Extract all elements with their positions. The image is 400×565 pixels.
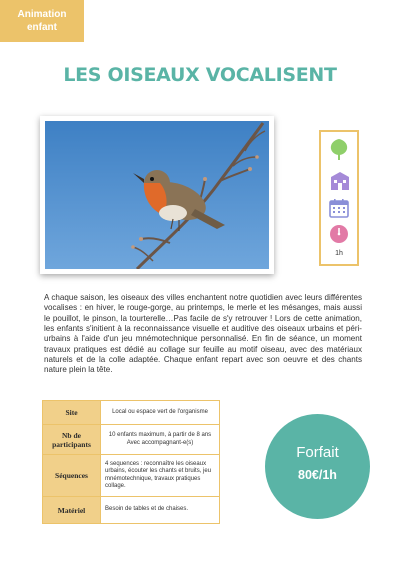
price-badge [265, 414, 370, 519]
category-tag-line2: enfant [27, 22, 57, 33]
table-label-materiel: Matériel [43, 497, 101, 524]
clock-icon [329, 224, 349, 244]
activity-description: A chaque saison, les oiseaux des villes enchantent notre quotidien avec leurs différentes vocalises : en hiver, le rouge-gorge, au printemps, le merle et les mésanges, mais aussi le pouillot, le pinson, la tourterelle…Pas facile de s'y retrouver ! Lors de cette animation, les enfants s'initient à la reconnaissance visuelle et auditive des oiseaux urbains et péri-urbains à l'aide d'un jeu mnémotechnique personnalisé. En fin de séance, un moment travaux pratiques est dédié au collage sur feuille au motif oiseau, avec des matériaux naturels et de la colle adaptée. Chaque enfant repart avec son oeuvre et des chants nature plein la tête. [44, 293, 362, 375]
tree-icon [329, 138, 349, 160]
calendar-icon [329, 198, 349, 218]
table-label-site: Site [43, 401, 101, 425]
table-label-sequences: Séquences [43, 455, 101, 497]
table-label-participants: Nb de participants [43, 425, 101, 455]
building-icon [329, 171, 351, 191]
category-tag [0, 0, 84, 42]
info-table [42, 400, 220, 524]
table-value-participants: 10 enfants maximum, à partir de 8 ans Avec accompagnant-e(s) [101, 425, 220, 455]
info-icon-panel [319, 130, 359, 266]
table-row [43, 455, 220, 497]
table-value-sequences: 4 sequences : reconnaître les oiseaux urbains, écouter les chants et bruits, jeu mnémotechnique, travaux pratiques collage. [101, 455, 220, 497]
price-badge-title: Forfait [296, 444, 339, 461]
price-badge-price: 80€/1h [298, 468, 337, 482]
table-value-materiel: Besoin de tables et de chaises. [101, 497, 220, 524]
page-title: LES OISEAUX VOCALISENT [63, 64, 337, 86]
robin-illustration [45, 121, 269, 269]
category-tag-line1: Animation [17, 9, 67, 20]
table-row [43, 497, 220, 524]
duration-label: 1h [335, 250, 343, 257]
table-row [43, 425, 220, 455]
table-row [43, 401, 220, 425]
bird-photo [40, 116, 274, 274]
table-value-site: Local ou espace vert de l'organisme [101, 401, 220, 425]
